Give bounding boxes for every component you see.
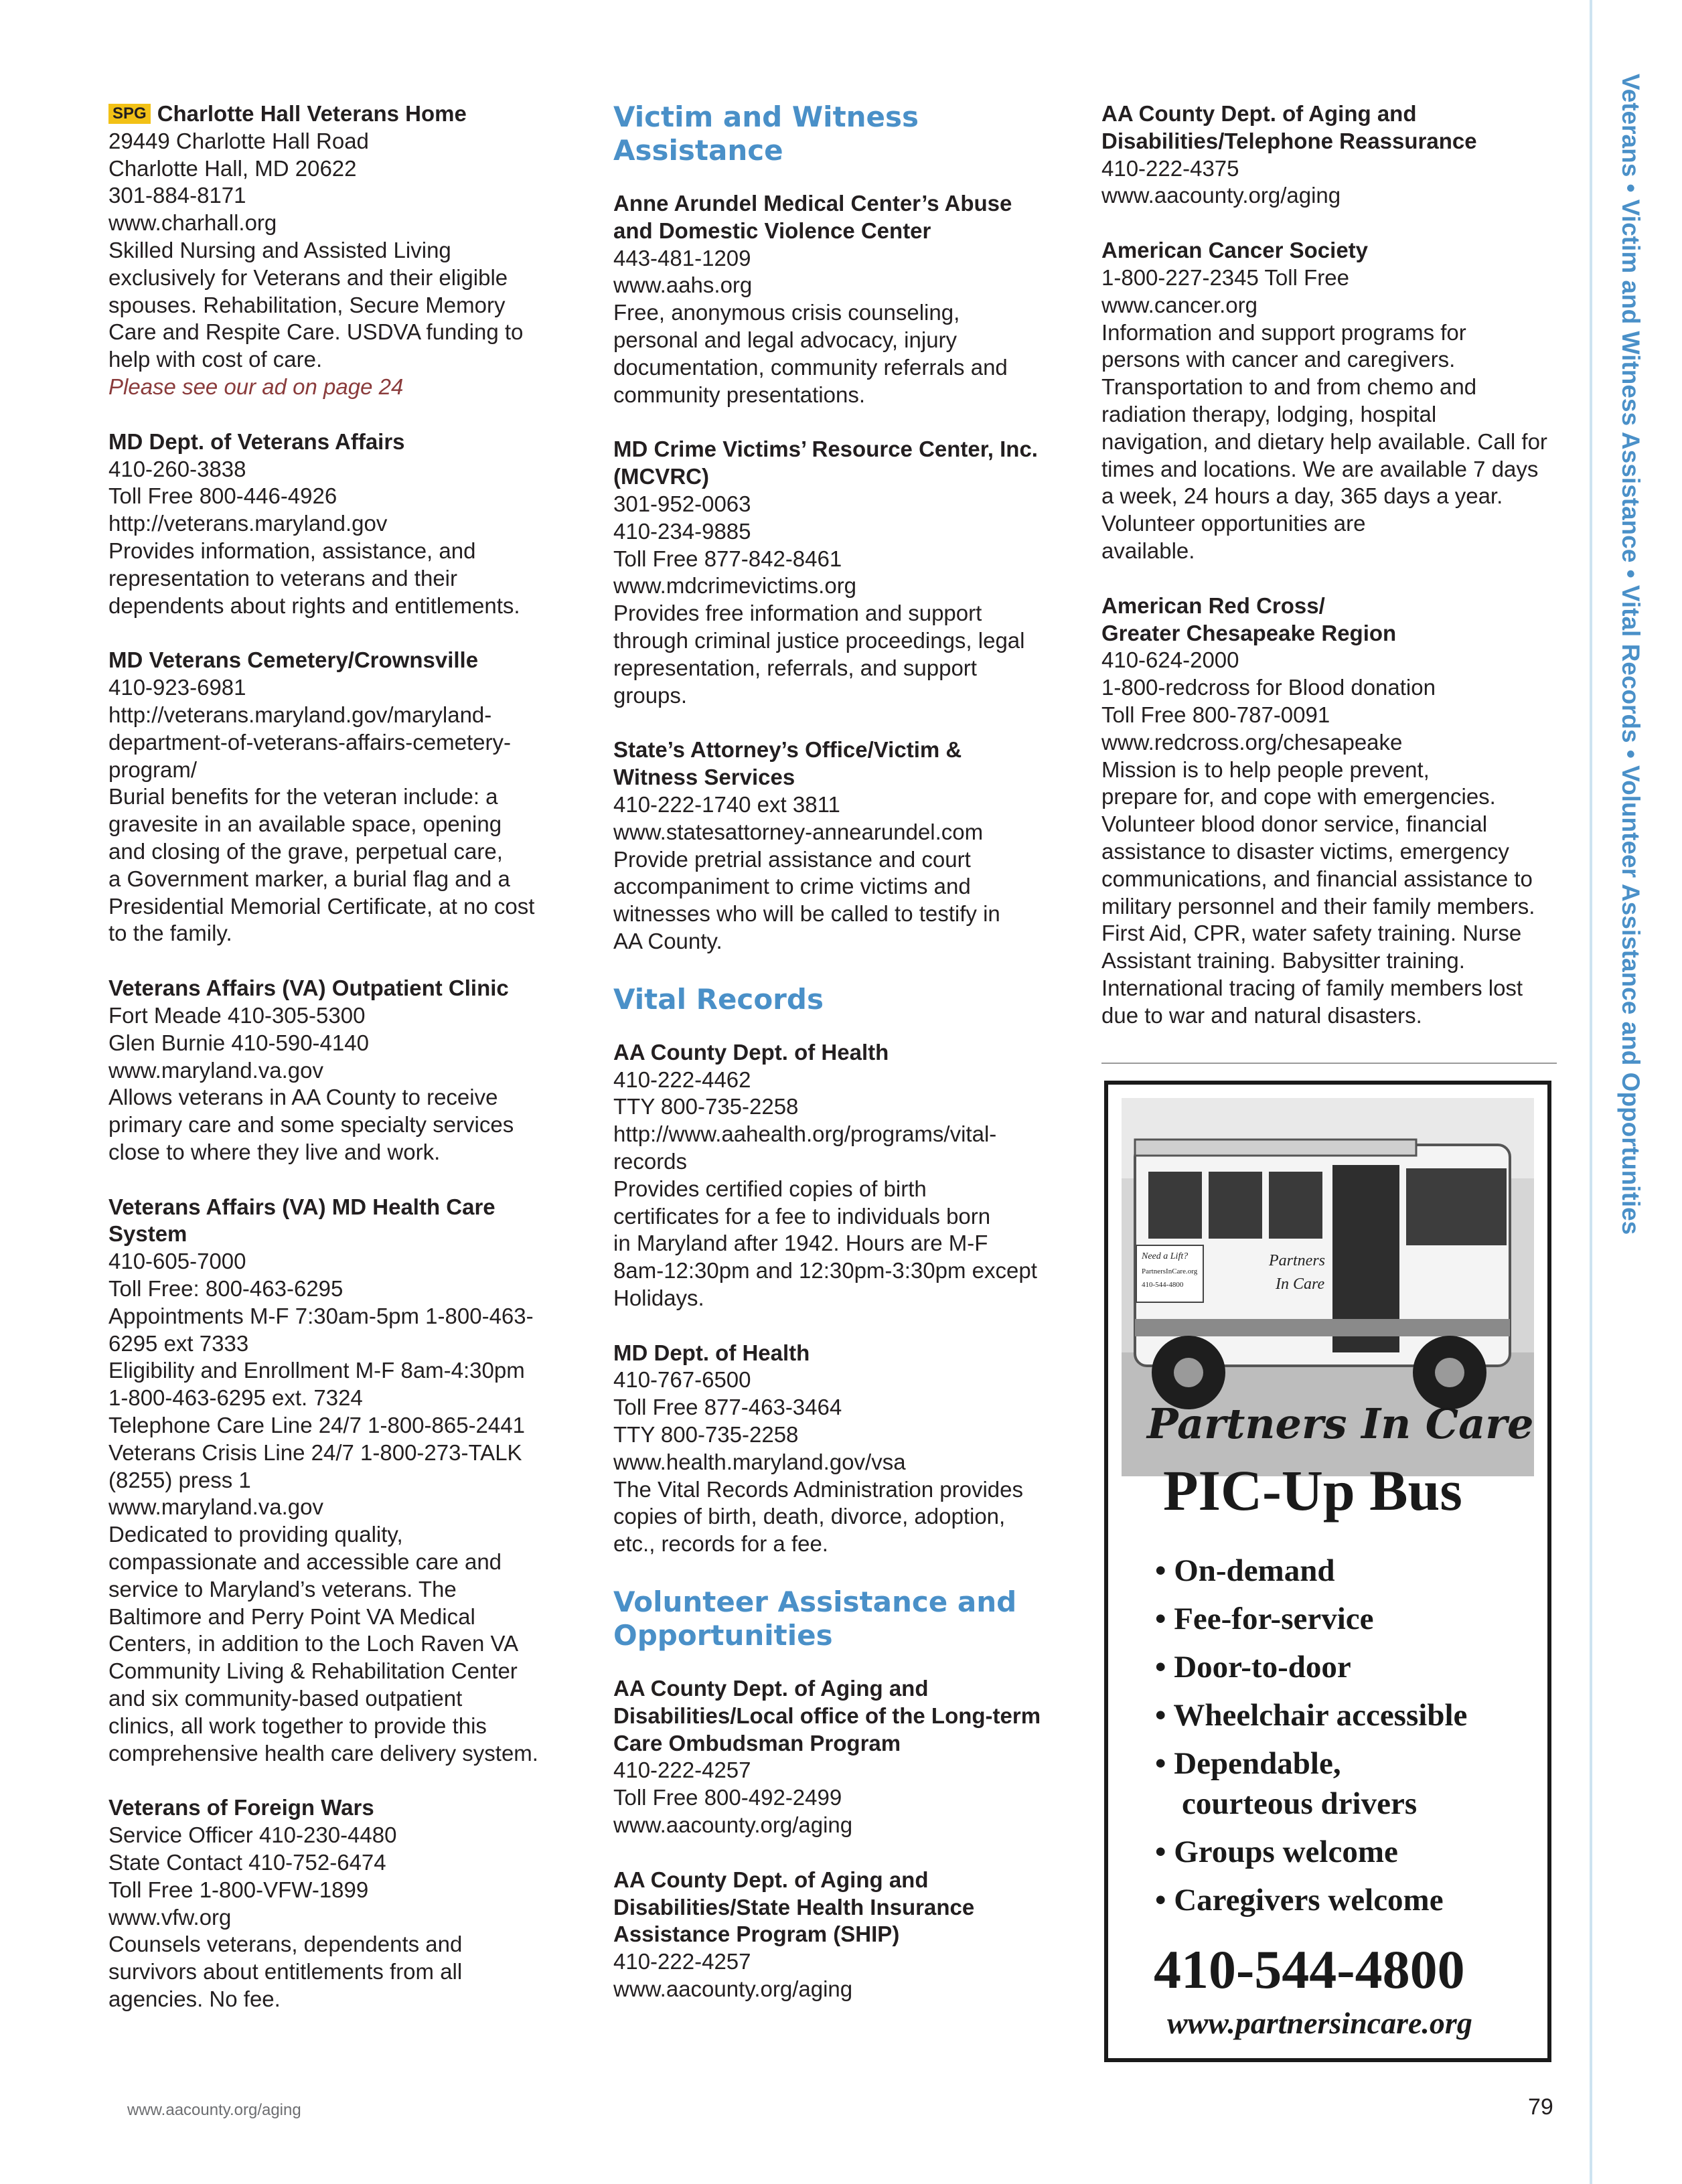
entry-line: available. — [1101, 538, 1195, 563]
directory-entry — [108, 975, 577, 1166]
entry-line: 301-952-0063 — [613, 491, 751, 516]
entry-line: Appointments M-F 7:30am-5pm 1-800-463- — [108, 1303, 534, 1328]
entry-line: Service Officer 410-230-4480 — [108, 1822, 397, 1848]
entry-line: Telephone Care Line 24/7 1-800-865-2441 — [108, 1413, 525, 1438]
entry-line: prepare for, and cope with emergencies. — [1101, 784, 1496, 809]
spg-badge: SPG — [108, 104, 151, 124]
entry-title — [108, 100, 577, 128]
entry-line: 410-767-6500 — [613, 1367, 751, 1393]
entry-line: Assistant training. Babysitter training. — [1101, 948, 1465, 973]
entry-line: documentation, community referrals and — [613, 354, 1008, 380]
entry-title-line: System — [108, 1221, 187, 1247]
entry-line: department-of-veterans-affairs-cemetery- — [108, 729, 511, 755]
entry-line: www.statesattorney-annearundel.com — [613, 819, 984, 844]
entry-line: through criminal justice proceedings, legal — [613, 627, 1025, 653]
heading-vital-records — [613, 983, 1082, 1016]
entry-line: 410-605-7000 — [108, 1249, 246, 1274]
entry-line: www.health.maryland.gov/vsa — [613, 1449, 906, 1474]
entry-line: records — [613, 1148, 688, 1174]
entry-title — [108, 975, 577, 1002]
entry-line: www.vfw.org — [108, 1904, 232, 1930]
entry-title-line: MD Veterans Cemetery/Crownsville — [108, 647, 479, 673]
entry-line: to the family. — [108, 921, 232, 946]
entry-title — [613, 1039, 1082, 1067]
entry-line: www.aacounty.org/aging — [613, 1812, 853, 1838]
entry-line: Presidential Memorial Certificate, at no cost — [108, 893, 535, 919]
entry-line: Allows veterans in AA County to receive — [108, 1085, 498, 1110]
entry-line: groups. — [613, 682, 688, 708]
ad-divider — [1101, 1063, 1557, 1064]
entry-line: 410-923-6981 — [108, 675, 246, 700]
entry-line: copies of birth, death, divorce, adoption, — [613, 1504, 1006, 1529]
entry-title — [108, 428, 577, 456]
entry-title-line: AA County Dept. of Health — [613, 1039, 889, 1065]
entry-line: http://veterans.maryland.gov/maryland- — [108, 702, 492, 727]
entry-line: 410-234-9885 — [613, 518, 751, 544]
bus-logo-line-1: Partners — [1269, 1252, 1325, 1269]
entry-title-line: and Domestic Violence Center — [613, 218, 931, 243]
ad-subtitle: PIC-Up Bus — [1163, 1458, 1462, 1523]
directory-entry — [108, 428, 577, 620]
ad-bullet: • Groups welcome — [1155, 1835, 1398, 1869]
entry-line: The Vital Records Administration provides — [613, 1476, 1024, 1502]
entry-line: Information and support programs for — [1101, 319, 1466, 345]
entry-line: Centers, in addition to the Loch Raven VA — [108, 1631, 519, 1656]
footer-url: www.aacounty.org/aging — [127, 2101, 301, 2119]
entry-line: TTY 800-735-2258 — [613, 1094, 799, 1119]
entry-line: State Contact 410-752-6474 — [108, 1850, 386, 1875]
entry-title-line: Assistance Program (SHIP) — [613, 1922, 900, 1947]
entry-line: a Government marker, a burial flag and a — [108, 866, 510, 891]
entry-line: www.redcross.org/chesapeake — [1101, 729, 1403, 755]
entry-line: Provides information, assistance, and — [108, 538, 476, 563]
victim-entries — [613, 190, 1082, 955]
volunteer-entries — [613, 1675, 1082, 2003]
entry-title-line: AA County Dept. of Aging and — [613, 1676, 929, 1701]
entry-line: (8255) press 1 — [108, 1467, 251, 1492]
entry-line: Mission is to help people prevent, — [1101, 757, 1430, 782]
entry-line: Care and Respite Care. USDVA funding to — [108, 319, 524, 345]
entry-line: Free, anonymous crisis counseling, — [613, 300, 960, 325]
entry-line: dependents about rights and entitlements. — [108, 593, 520, 618]
directory-entry — [108, 1794, 577, 2013]
entry-line: Toll Free 877-463-3464 — [613, 1395, 842, 1420]
entry-title-line: MD Dept. of Veterans Affairs — [108, 428, 405, 454]
heading-victim-witness — [613, 100, 1082, 167]
entry-line: Fort Meade 410-305-5300 — [108, 1002, 366, 1028]
ad-bullet: • On-demand — [1155, 1553, 1335, 1588]
entry-title — [1101, 593, 1584, 647]
entry-line: www.aacounty.org/aging — [613, 1976, 853, 2002]
entry-line: Burial benefits for the veteran include: a — [108, 784, 498, 809]
directory-entry — [108, 1194, 577, 1768]
entry-title-line: Disabilities/Telephone Reassurance — [1101, 128, 1477, 153]
directory-entry — [613, 190, 1082, 408]
entry-title-line: Care Ombudsman Program — [613, 1730, 901, 1756]
entry-title-line: MD Dept. of Health — [613, 1340, 810, 1365]
ad-reference-note: Please see our ad on page 24 — [108, 374, 404, 399]
entry-line: a week, 24 hours a day, 365 days a year. — [1101, 483, 1503, 509]
entry-line: 410-260-3838 — [108, 456, 246, 481]
entry-line: communications, and financial assistance to — [1101, 866, 1533, 891]
directory-entry — [613, 1039, 1082, 1312]
entry-line: Skilled Nursing and Assisted Living — [108, 237, 451, 262]
entry-line: First Aid, CPR, water safety training. Nurse — [1101, 921, 1522, 946]
entry-line: Glen Burnie 410-590-4140 — [108, 1030, 369, 1055]
entry-title-line: (MCVRC) — [613, 464, 709, 489]
entry-title-line: Disabilities/Local office of the Long-term — [613, 1703, 1041, 1728]
entry-line: exclusively for Veterans and their eligible — [108, 264, 508, 290]
column-volunteer-continued — [1101, 100, 1584, 1057]
entry-line: Toll Free 800-787-0091 — [1101, 702, 1330, 727]
directory-entry — [613, 436, 1082, 709]
entry-line: http://veterans.maryland.gov — [108, 511, 388, 536]
vital-entries — [613, 1039, 1082, 1558]
entry-line: TTY 800-735-2258 — [613, 1422, 799, 1448]
entry-line: 29449 Charlotte Hall Road — [108, 128, 369, 153]
entry-line: 1-800-463-6295 ext. 7324 — [108, 1385, 363, 1411]
entry-line: spouses. Rehabilitation, Secure Memory — [108, 292, 506, 317]
entry-line: certificates for a fee to individuals born — [613, 1203, 991, 1229]
entry-title-line: American Red Cross/ — [1101, 593, 1325, 618]
heading-volunteer — [613, 1585, 1082, 1652]
entry-line: military personnel and their family members. — [1101, 893, 1535, 919]
entry-line: help with cost of care. — [108, 347, 323, 372]
entry-line: http://www.aahealth.org/programs/vital- — [613, 1121, 997, 1147]
heading-line: Victim and Witness — [613, 100, 919, 133]
column-victim-vital-volunteer — [613, 100, 1082, 2031]
entry-title — [1101, 100, 1584, 155]
entry-line: agencies. No fee. — [108, 1986, 281, 2011]
entry-line: AA County. — [613, 928, 722, 953]
heading-line: Volunteer Assistance and — [613, 1585, 1017, 1619]
directory-entry — [613, 1867, 1082, 2003]
directory-entry — [613, 736, 1082, 955]
entry-title-line: Charlotte Hall Veterans Home — [157, 101, 467, 126]
entry-line: radiation therapy, lodging, hospital — [1101, 401, 1437, 426]
ad-bullet: • Fee-for-service — [1155, 1602, 1374, 1636]
entry-line: 1-800-227-2345 Toll Free — [1101, 264, 1349, 290]
entry-line: Charlotte Hall, MD 20622 — [108, 155, 357, 181]
entry-line: and closing of the grave, perpetual care, — [108, 838, 503, 864]
bus-sign-line-2: PartnersInCare.org — [1142, 1267, 1198, 1275]
entry-title — [108, 1794, 577, 1822]
entry-line: community presentations. — [613, 382, 866, 407]
ad-bullet: • Wheelchair accessible — [1155, 1698, 1468, 1733]
entry-line: www.aacounty.org/aging — [1101, 183, 1341, 208]
heading-line: Assistance — [613, 134, 783, 167]
entry-title — [613, 1867, 1082, 1948]
directory-entry — [1101, 593, 1584, 1030]
entry-line: due to war and natural disasters. — [1101, 1002, 1422, 1028]
ad-phone: 410-544-4800 — [1154, 1939, 1465, 2000]
entry-line: Dedicated to providing quality, — [108, 1522, 403, 1547]
entry-title-line: Greater Chesapeake Region — [1101, 620, 1397, 645]
entry-line: www.maryland.va.gov — [108, 1494, 323, 1520]
partners-in-care-ad — [1104, 1081, 1551, 2062]
entry-title-line: Veterans Affairs (VA) MD Health Care — [108, 1194, 495, 1219]
entry-title-line: Veterans Affairs (VA) Outpatient Clinic — [108, 976, 509, 1001]
ad-bullet-list — [1155, 1547, 1467, 1924]
entry-line: Provides certified copies of birth — [613, 1176, 927, 1201]
column-veterans — [108, 100, 577, 2041]
directory-entry — [613, 1340, 1082, 1558]
entry-title — [613, 1340, 1082, 1367]
entry-line: Holidays. — [613, 1285, 704, 1310]
entry-line: Transportation to and from chemo and — [1101, 374, 1477, 400]
heading-line: Opportunities — [613, 1619, 833, 1652]
entry-line: 1-800-redcross for Blood donation — [1101, 675, 1436, 700]
entry-line: representation to veterans and their — [108, 565, 457, 591]
entry-line: program/ — [108, 757, 198, 782]
entry-line: www.mdcrimevictims.org — [613, 573, 857, 599]
bus-sign-line-3: 410-544-4800 — [1142, 1281, 1184, 1289]
entry-line: navigation, and dietary help available. Call for — [1101, 428, 1547, 454]
entry-line: comprehensive health care delivery system. — [108, 1740, 538, 1766]
entry-line: assistance to disaster victims, emergency — [1101, 838, 1509, 864]
entry-line: Toll Free 1-800-VFW-1899 — [108, 1877, 369, 1902]
heading-line: Vital Records — [613, 982, 824, 1016]
entry-line: 410-222-4375 — [1101, 155, 1239, 181]
entry-title-line: MD Crime Victims’ Resource Center, Inc. — [613, 437, 1038, 462]
entry-line: Volunteer blood donor service, financial — [1101, 811, 1488, 837]
entry-line: 410-222-1740 ext 3811 — [613, 791, 840, 817]
entry-line: times and locations. We are available 7 days — [1101, 456, 1539, 481]
directory-entry — [108, 647, 577, 947]
entry-line: Provides free information and support — [613, 601, 982, 626]
entry-line: 410-222-4257 — [613, 1949, 751, 1974]
ad-bullet: • Dependable, — [1155, 1746, 1341, 1781]
entry-line: Toll Free 877-842-8461 — [613, 546, 842, 571]
entry-title — [613, 436, 1082, 491]
entry-line: Eligibility and Enrollment M-F 8am-4:30pm — [108, 1358, 525, 1383]
entry-title-line: American Cancer Society — [1101, 238, 1369, 263]
ad-bullet-continuation: courteous drivers — [1182, 1786, 1418, 1821]
ad-url: www.partnersincare.org — [1167, 2006, 1472, 2040]
entry-line: accompaniment to crime victims and — [613, 874, 971, 899]
ad-title: Partners In Care — [1147, 1399, 1534, 1448]
entry-line: Veterans Crisis Line 24/7 1-800-273-TALK — [108, 1439, 522, 1465]
entry-line: 301-884-8171 — [108, 183, 246, 208]
entry-line: representation, referrals, and support — [613, 655, 977, 680]
entry-line: primary care and some specialty services — [108, 1112, 514, 1138]
entry-line: Toll Free: 800-463-6295 — [108, 1276, 343, 1302]
entry-line: close to where they live and work. — [108, 1139, 441, 1164]
entry-title — [613, 736, 1082, 791]
entry-line: and six community-based outpatient — [108, 1686, 463, 1711]
entry-title-line: AA County Dept. of Aging and — [1101, 101, 1417, 126]
entry-line: Volunteer opportunities are — [1101, 511, 1366, 536]
entry-line: 8am-12:30pm and 12:30pm-3:30pm except — [613, 1258, 1037, 1283]
entry-line: Toll Free 800-492-2499 — [613, 1785, 842, 1810]
ad-bullet: • Caregivers welcome — [1155, 1883, 1444, 1918]
bus-sign-line-1: Need a Lift? — [1142, 1251, 1189, 1261]
entry-title — [1101, 237, 1584, 264]
entry-line: persons with cancer and caregivers. — [1101, 347, 1456, 372]
entry-line: gravesite in an available space, opening — [108, 811, 502, 837]
entry-title — [108, 1194, 577, 1249]
entry-line: clinics, all work together to provide this — [108, 1713, 487, 1738]
entry-line: personal and legal advocacy, injury — [613, 327, 958, 352]
directory-entry — [1101, 237, 1584, 565]
entry-title-line: Anne Arundel Medical Center’s Abuse — [613, 191, 1012, 216]
entry-line: www.maryland.va.gov — [108, 1057, 323, 1083]
entry-title-line: State’s Attorney’s Office/Victim & — [613, 737, 962, 763]
entry-line: www.charhall.org — [108, 210, 277, 236]
entry-line: Toll Free 800-446-4926 — [108, 483, 337, 509]
entry-line: www.aahs.org — [613, 272, 753, 298]
entry-title-line: Witness Services — [613, 765, 795, 790]
entry-title-line: Veterans of Foreign Wars — [108, 1795, 374, 1820]
entry-line: 6295 ext 7333 — [108, 1330, 249, 1356]
entry-title — [613, 190, 1082, 245]
directory-entry — [108, 100, 577, 401]
page-number: 79 — [1528, 2094, 1553, 2120]
section-sidebar-label: Veterans • Victim and Witness Assistance • Vital Records • Volunteer Assistance and Opportunities — [1617, 74, 1645, 1235]
entry-line: www.cancer.org — [1101, 292, 1257, 317]
directory-entry — [1101, 100, 1584, 210]
entry-line: International tracing of family members lost — [1101, 975, 1523, 1000]
entry-line: 443-481-1209 — [613, 245, 751, 270]
entry-line: 410-624-2000 — [1101, 647, 1239, 673]
ad-bullet: • Door-to-door — [1155, 1650, 1351, 1685]
entry-line: Provide pretrial assistance and court — [613, 846, 971, 872]
entry-title-line: AA County Dept. of Aging and — [613, 1867, 929, 1892]
sidebar-rule — [1590, 0, 1592, 2184]
entry-line: Community Living & Rehabilitation Center — [108, 1658, 518, 1684]
entry-title-line: Disabilities/State Health Insurance — [613, 1894, 975, 1920]
entry-line: 410-222-4462 — [613, 1067, 751, 1092]
entry-line: service to Maryland’s veterans. The — [108, 1576, 457, 1602]
entry-title — [613, 1675, 1082, 1757]
entry-line: Baltimore and Perry Point VA Medical — [108, 1604, 475, 1629]
directory-entry — [613, 1675, 1082, 1839]
bus-logo-line-2: In Care — [1276, 1275, 1325, 1293]
entry-line: witnesses who will be called to testify in — [613, 901, 1000, 927]
entry-title — [108, 647, 577, 674]
entry-line: 410-222-4257 — [613, 1758, 751, 1783]
entry-line: in Maryland after 1942. Hours are M-F — [613, 1231, 988, 1256]
entry-line: Counsels veterans, dependents and — [108, 1932, 463, 1957]
entry-line: etc., records for a fee. — [613, 1531, 828, 1557]
entry-line: compassionate and accessible care and — [108, 1549, 502, 1575]
entry-line: survivors about entitlements from all — [108, 1959, 463, 1984]
